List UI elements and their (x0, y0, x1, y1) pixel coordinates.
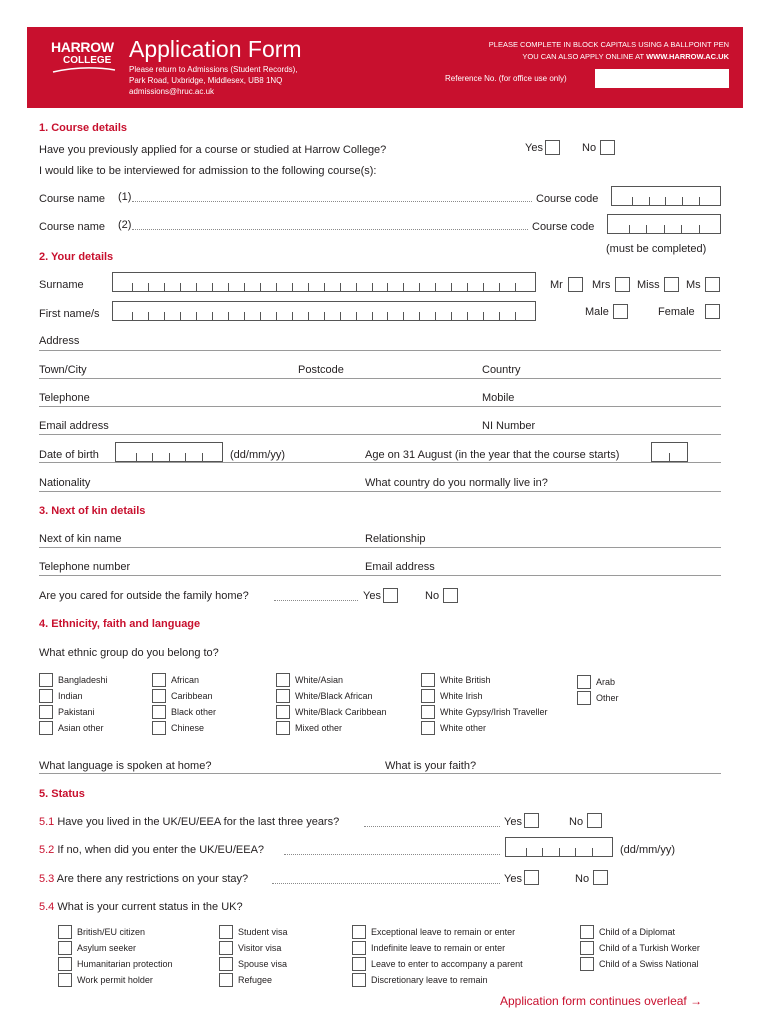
ethnic-other-checkbox-1[interactable] (577, 675, 591, 689)
title-miss-label: Miss (637, 279, 660, 291)
ethnic-mixed-checkbox-4[interactable] (276, 721, 290, 735)
prev-yes-label: Yes (525, 142, 543, 154)
town-postcode-country-input[interactable] (39, 378, 721, 379)
return-line-3: admissions@hruc.ac.uk (129, 87, 215, 96)
q53-no-label: No (575, 873, 590, 885)
ethnic-black-label-3: Black other (171, 707, 217, 717)
q51-no-checkbox[interactable] (587, 813, 602, 828)
status-b-checkbox-1[interactable] (219, 925, 233, 939)
prev-yes-checkbox[interactable] (545, 140, 560, 155)
title-mr-checkbox[interactable] (568, 277, 583, 292)
ethnic-black-checkbox-4[interactable] (152, 721, 166, 735)
status-b-label-4: Refugee (238, 975, 273, 985)
cared-for-question: Are you cared for outside the family home? (39, 590, 249, 602)
arrow-right-icon: → (690, 994, 703, 1008)
home-language-label: What language is spoken at home? (39, 760, 212, 772)
status-a-checkbox-3[interactable] (58, 957, 72, 971)
ethnic-mixed-checkbox-1[interactable] (276, 673, 290, 687)
status-a-label-1: British/EU citizen (77, 927, 146, 937)
status-d-checkbox-3[interactable] (580, 957, 594, 971)
ethnic-mixed-label-2: White/Black African (295, 691, 373, 701)
apply-online-prefix: YOU CAN ALSO APPLY ONLINE AT (522, 52, 647, 61)
status-b-checkbox-3[interactable] (219, 957, 233, 971)
prev-no-checkbox[interactable] (600, 140, 615, 155)
q53-dots (272, 883, 500, 884)
title-ms-label: Ms (686, 279, 701, 291)
ethnic-asian-label-3: Pakistani (58, 707, 95, 717)
kin-tel-email-input[interactable] (39, 575, 721, 576)
q51-yes-checkbox[interactable] (524, 813, 539, 828)
q52-question (39, 844, 264, 857)
q51-no-label: No (569, 816, 584, 828)
must-be-completed-note: (must be completed) (606, 243, 707, 255)
title-mrs-checkbox[interactable] (615, 277, 630, 292)
previous-applied-question: Have you previously applied for a course or studied at Harrow College? (39, 144, 387, 156)
q53-question (39, 873, 248, 886)
status-c-label-4: Discretionary leave to remain (371, 975, 488, 985)
cared-no-label: No (425, 590, 440, 602)
kin-email-label: Email address (365, 561, 435, 573)
q54-text: What is your current status in the UK? (54, 901, 243, 913)
country-label: Country (482, 364, 521, 376)
status-b-label-2: Visitor visa (238, 943, 282, 953)
status-a-checkbox-1[interactable] (58, 925, 72, 939)
postcode-label: Postcode (298, 364, 344, 376)
course-name-1-label: Course name (39, 193, 106, 205)
course-code-2-input[interactable] (607, 214, 721, 234)
course-code-1-input[interactable] (611, 186, 721, 206)
status-a-checkbox-4[interactable] (58, 973, 72, 987)
ethnic-asian-checkbox-3[interactable] (39, 705, 53, 719)
q52-date-format-hint: (dd/mm/yy) (620, 844, 675, 856)
title-mr-label: Mr (550, 279, 563, 291)
status-a-label-2: Asylum seeker (77, 943, 137, 953)
logo-top-text: HARROW (51, 39, 114, 55)
nationality-live-input[interactable] (39, 491, 721, 492)
title-miss-checkbox[interactable] (664, 277, 679, 292)
ethnic-mixed-label-3: White/Black Caribbean (295, 707, 387, 717)
title-mrs-label: Mrs (592, 279, 611, 291)
email-label: Email address (39, 420, 109, 432)
website-url: WWW.HARROW.AC.UK (646, 52, 729, 61)
course-name-2-label: Course name (39, 221, 106, 233)
ethnic-white-checkbox-3[interactable] (421, 705, 435, 719)
kin-name-label: Next of kin name (39, 533, 122, 545)
q53-number: 5.3 (39, 873, 55, 885)
interview-statement: I would like to be interviewed for admission to the following course(s): (39, 165, 377, 177)
surname-input[interactable] (112, 272, 536, 292)
ethnic-white-checkbox-4[interactable] (421, 721, 435, 735)
ethnic-other-label-2: Other (596, 693, 619, 703)
block-capitals-notice: PLEASE COMPLETE IN BLOCK CAPITALS USING A BALLPOINT PEN (488, 40, 729, 49)
q51-number: 5.1 (39, 816, 55, 828)
q53-no-checkbox[interactable] (593, 870, 608, 885)
address-label: Address (39, 335, 80, 347)
status-d-checkbox-1[interactable] (580, 925, 594, 939)
continues-overleaf-note (500, 994, 702, 1008)
title-ms-checkbox[interactable] (705, 277, 720, 292)
harrow-college-logo (51, 39, 117, 79)
live-country-label: What country do you normally live in? (365, 477, 548, 489)
status-b-checkbox-2[interactable] (219, 941, 233, 955)
ethnic-black-label-4: Chinese (171, 723, 205, 733)
course-name-2-input[interactable] (132, 229, 528, 230)
q52-text: If no, when did you enter the UK/EU/EEA? (54, 844, 265, 856)
course-name-1-input[interactable] (132, 201, 532, 202)
q53-yes-checkbox[interactable] (524, 870, 539, 885)
telephone-label: Telephone (39, 392, 90, 404)
ethnic-asian-checkbox-2[interactable] (39, 689, 53, 703)
dob-input[interactable] (115, 442, 223, 462)
email-ni-input[interactable] (39, 434, 721, 435)
ethnic-black-label-1: African (171, 675, 200, 685)
ethnic-asian-label-1: Bangladeshi (58, 675, 108, 685)
ethnic-black-label-2: Caribbean (171, 691, 213, 701)
ethnic-mixed-checkbox-2[interactable] (276, 689, 290, 703)
q51-question (39, 816, 339, 829)
town-label: Town/City (39, 364, 87, 376)
female-label: Female (658, 306, 695, 318)
status-a-label-3: Humanitarian protection (77, 959, 173, 969)
ethnic-white-label-3: White Gypsy/Irish Traveller (440, 707, 548, 717)
ethnic-asian-checkbox-4[interactable] (39, 721, 53, 735)
first-name-input[interactable] (112, 301, 536, 321)
section-3-title: 3. Next of kin details (39, 505, 146, 517)
q52-dots (284, 854, 500, 855)
status-c-checkbox-4[interactable] (352, 973, 366, 987)
male-label: Male (585, 306, 609, 318)
ethnic-other-checkbox-2[interactable] (577, 691, 591, 705)
course-1-number: (1) (118, 191, 132, 203)
reference-input[interactable] (595, 69, 729, 88)
logo-bottom-text: COLLEGE (63, 55, 112, 66)
ethnic-asian-label-2: Indian (58, 691, 83, 701)
section-1-title: 1. Course details (39, 122, 128, 134)
status-c-label-1: Exceptional leave to remain or enter (371, 927, 516, 937)
ethnic-white-checkbox-1[interactable] (421, 673, 435, 687)
q52-date-input[interactable] (505, 837, 613, 857)
ethnic-black-checkbox-3[interactable] (152, 705, 166, 719)
status-b-label-3: Spouse visa (238, 959, 288, 969)
cared-yes-checkbox[interactable] (383, 588, 398, 603)
ethnic-white-label-2: White Irish (440, 691, 483, 701)
prev-no-label: No (582, 142, 597, 154)
ethnic-black-checkbox-1[interactable] (152, 673, 166, 687)
language-faith-input[interactable] (39, 773, 721, 774)
status-d-label-1: Child of a Diplomat (599, 927, 676, 937)
cared-for-dots (274, 600, 358, 601)
q54-question (39, 901, 243, 914)
address-input[interactable] (39, 350, 721, 351)
q53-text: Are there any restrictions on your stay? (54, 873, 249, 885)
q51-yes-label: Yes (504, 816, 522, 828)
ethnic-asian-checkbox-1[interactable] (39, 673, 53, 687)
mobile-label: Mobile (482, 392, 515, 404)
ethnic-other-label-1: Arab (596, 677, 616, 687)
ethnic-black-checkbox-2[interactable] (152, 689, 166, 703)
kin-telephone-label: Telephone number (39, 561, 131, 573)
q51-text: Have you lived in the UK/EU/EEA for the last three years? (54, 816, 340, 828)
relationship-label: Relationship (365, 533, 426, 545)
female-checkbox[interactable] (705, 304, 720, 319)
return-line-1: Please return to Admissions (Student Records), (129, 65, 298, 74)
faith-label: What is your faith? (385, 760, 477, 772)
status-c-checkbox-3[interactable] (352, 957, 366, 971)
ethnic-mixed-label-4: Mixed other (295, 723, 343, 733)
course-code-1-label: Course code (536, 193, 599, 205)
return-line-2: Park Road, Uxbridge, Middlesex, UB8 1NQ (129, 76, 283, 85)
status-b-checkbox-4[interactable] (219, 973, 233, 987)
male-checkbox[interactable] (613, 304, 628, 319)
status-d-label-2: Child of a Turkish Worker (599, 943, 700, 953)
form-header (27, 27, 743, 108)
dob-row-underline (39, 462, 721, 463)
age-input[interactable] (651, 442, 688, 462)
status-d-label-3: Child of a Swiss National (599, 959, 699, 969)
q51-dots (364, 826, 500, 827)
status-a-checkbox-2[interactable] (58, 941, 72, 955)
ethnic-asian-label-4: Asian other (58, 723, 104, 733)
ethnic-white-label-4: White other (440, 723, 487, 733)
cared-no-checkbox[interactable] (443, 588, 458, 603)
status-c-checkbox-1[interactable] (352, 925, 366, 939)
ethnic-mixed-label-1: White/Asian (295, 675, 344, 685)
dob-format-hint: (dd/mm/yy) (230, 449, 285, 461)
ethnic-group-question: What ethnic group do you belong to? (39, 647, 219, 659)
reference-label: Reference No. (for office use only) (445, 74, 567, 83)
kin-name-relationship-input[interactable] (39, 547, 721, 548)
cared-yes-label: Yes (363, 590, 381, 602)
q52-number: 5.2 (39, 844, 55, 856)
apply-online-notice (522, 52, 729, 62)
section-4-title: 4. Ethnicity, faith and language (39, 618, 201, 630)
course-code-2-label: Course code (532, 221, 595, 233)
telephone-mobile-input[interactable] (39, 406, 721, 407)
continues-overleaf-text: Application form continues overleaf (500, 994, 687, 1008)
status-c-label-2: Indefinite leave to remain or enter (371, 943, 506, 953)
section-5-title: 5. Status (39, 788, 85, 800)
logo-swoosh-icon (51, 66, 117, 74)
surname-label: Surname (39, 279, 84, 291)
status-c-label-3: Leave to enter to accompany a parent (371, 959, 523, 969)
first-name-label: First name/s (39, 308, 100, 320)
form-title: Application Form (129, 36, 302, 62)
status-c-checkbox-2[interactable] (352, 941, 366, 955)
section-2-title: 2. Your details (39, 251, 114, 263)
q54-number: 5.4 (39, 901, 55, 913)
course-2-number: (2) (118, 219, 132, 231)
status-a-label-4: Work permit holder (77, 975, 153, 985)
status-b-label-1: Student visa (238, 927, 288, 937)
age-label: Age on 31 August (in the year that the course starts) (365, 449, 620, 461)
ethnic-white-label-1: White British (440, 675, 491, 685)
dob-label: Date of birth (39, 449, 99, 461)
nationality-label: Nationality (39, 477, 91, 489)
status-d-checkbox-2[interactable] (580, 941, 594, 955)
ethnic-white-checkbox-2[interactable] (421, 689, 435, 703)
q53-yes-label: Yes (504, 873, 522, 885)
ethnic-mixed-checkbox-3[interactable] (276, 705, 290, 719)
ni-number-label: NI Number (482, 420, 536, 432)
